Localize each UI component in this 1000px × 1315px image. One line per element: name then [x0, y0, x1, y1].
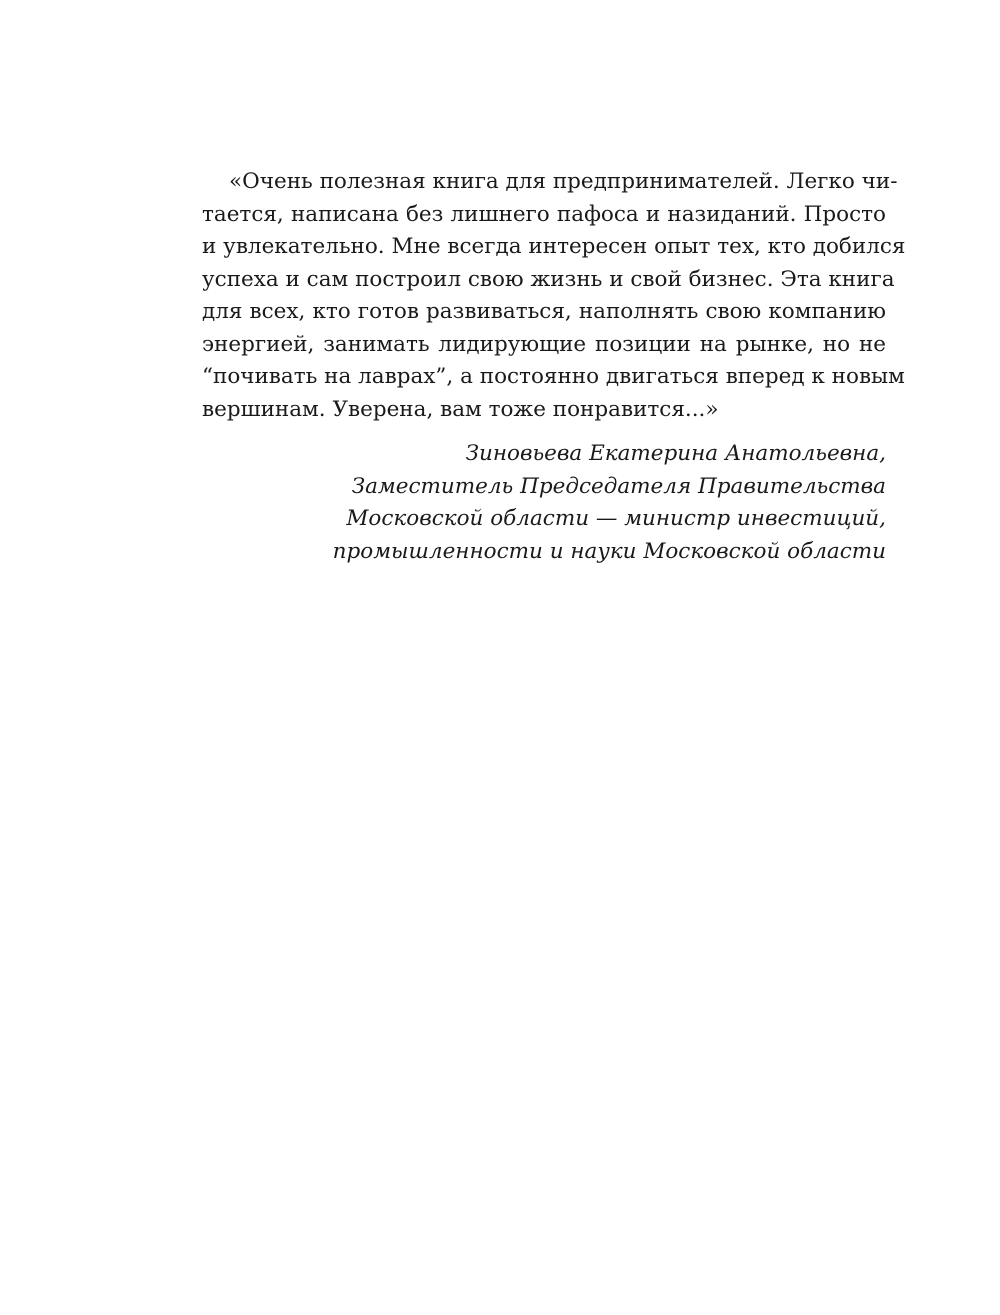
quote-line: и увлекательно. Мне всегда интересен опыт тех, кто добился [202, 234, 906, 259]
author-name: Зиновьева Екатерина Анатольевна, [465, 441, 886, 466]
quote-line: тается, написана без лишнего пафоса и назиданий. Просто [202, 201, 886, 227]
quote-line: “почивать на лаврах”, а постоянно двигаться вперед к новым [202, 364, 905, 389]
quote-line: энергией, занимать лидирующие позиции на рынке, но не [202, 331, 886, 357]
author-title-line: Московской области — министр инвестиций, [346, 506, 886, 531]
quote-line: успеха и сам построил свою жизнь и свой бизнес. Эта книга [202, 266, 895, 292]
testimonial-quote [202, 166, 906, 426]
quote-line: вершинам. Уверена, вам тоже понравится...» [202, 396, 719, 422]
quote-attribution [333, 438, 886, 568]
quote-line: для всех, кто готов развиваться, наполнять свою компанию [202, 299, 886, 324]
author-title-line: промышленности и науки Московской области [332, 538, 886, 564]
quote-line: «Очень полезная книга для предпринимателей. Легко чи- [229, 169, 898, 194]
author-title-line: Заместитель Председателя Правительства [351, 473, 886, 499]
